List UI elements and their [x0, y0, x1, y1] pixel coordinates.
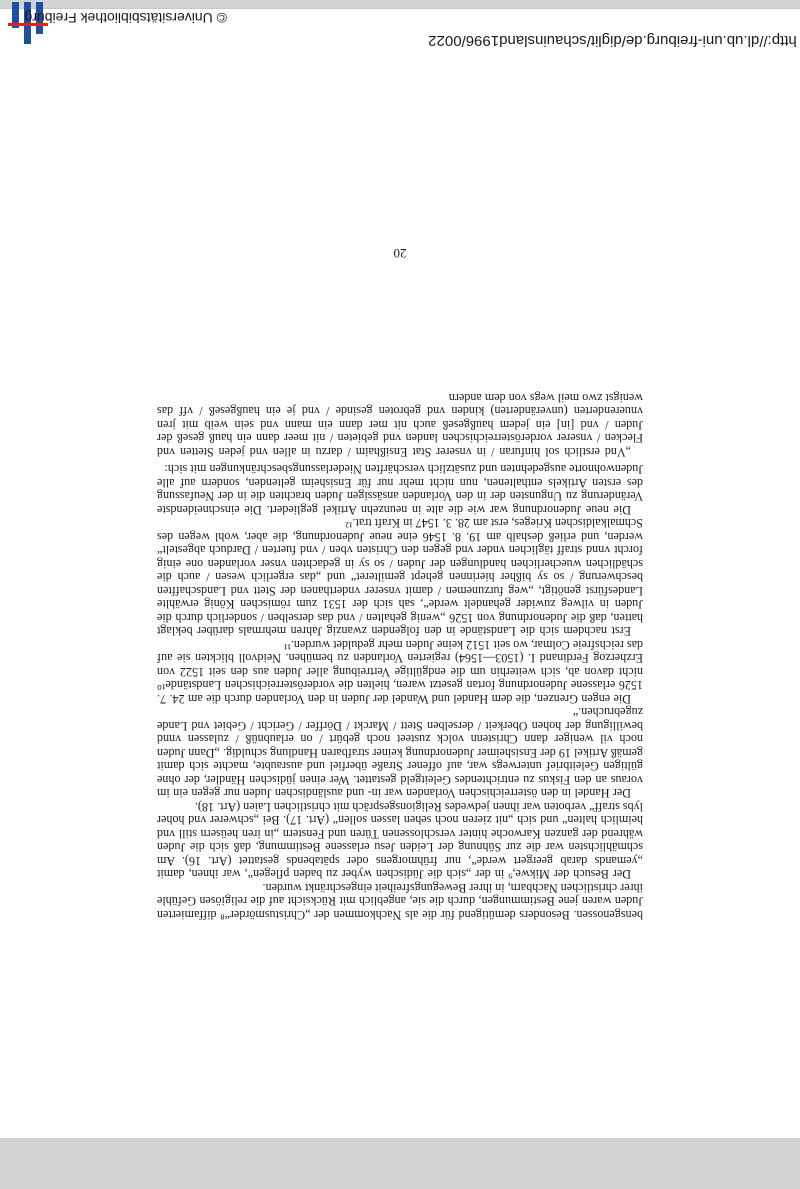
copyright-notice: © Universitätsbibliothek Freiburg — [24, 10, 227, 26]
quotation-paragraph: „Vnd erstlich sol hinfuran / in vnserer Stat Ensißhaim / darzu in allen vnd jeden Stetten vnd Flecken / vnserer vorderösterreichischen landen vnd gebieten / nit meer dann ein hauß geseß der Juden / vnd [in] ein jedem haußgeseß auch nit mer dann ein mann vnd sein weib mit jren vnuerenderten (unveränderten) kinden vnd gebroten gesinde / vnd je ein haußgeseß / vff das wenigst zwo meil wegs von dem andern — [157, 391, 643, 459]
paragraph: Der Besuch der Mikwe,⁹ in der „sich die Jüdischen wyber zu baden pflegen“, war ihnen, damit „yemands darab geergert werde“, nur frühmorgens oder spätabends gestattet (Art. 16). Am schmählichsten war die zur Sühnung der Leiden Jesu erlassene Bestimmung, daß sich die Juden während der ganzen Karwoche hinter verschlossenen Türen und Fenstern „in iren heüsern still vnd heimlich halten“ und sich „nit zieren noch sehen lassen sollen“ (Art. 17). Bei „schwerer vnd hoher lybs straff“ verboten war ihnen jedwedes Religionsgespräch mit christlichen Laien (Art. 18). — [157, 800, 643, 882]
viewer-bottom-margin — [0, 1138, 800, 1189]
paragraph: Erst nachdem sich die Landstände in den folgenden zwanzig Jahren mehrmals darüber beklagt hatten, daß die Judenordnung von 1526 „wenig gehalten / vnd das derselben / sonderlich durch die Juden in vilweg zuwider gehandelt werde“, sah sich der 1531 zum römischen König erwählte Landesfürst genötigt, „weg furzunemen / damit vnserer vnderthanen der Stett vnd Landschafften beschwerung / so sy bißher hierinnen gehept gemilteret“ und „das ergerlich wesen / auch die schädlichen wuecherlichen handlungen der Juden / so sy in gedachten vnser vorlanden one einig forcht vnnd straff täglichen vnder vnd gegen den Christen vben / vnd fuerten / Darduch abgestelt“ werden, und erließ deshalb am 19. 8. 1546 eine neue Judenordnung, die aber, wohl wegen des Schmalkaldischen Krieges, erst am 28. 3. 1547 in Kraft trat.¹² — [157, 516, 643, 639]
paragraph: bensgenossen. Besonders demütigend für die als Nachkommen der „Christusmörder“⁸ diffamierten Juden waren jene Bestimmungen, durch die sie, angeblich mit Rücksicht auf die religiösen Gefühle ihrer christlichen Nachbarn, in ihrer Bewegungsfreiheit eingeschränkt wurden. — [157, 881, 643, 922]
paragraph: Die engen Grenzen, die dem Handel und Wandel der Juden in den Vorlanden durch die am 24. 7. 1526 erlassene Judenordnung fortan gesetzt waren, hielten die vorderösterreichischen Landstände¹⁰ nicht davon ab, sich weiterhin um die endgültige Vertreibung aller Juden aus den seit 1522 von Erzherzog Ferdinand I. (1503—1564) regierten Vorlanden zu bemühen. Neidvoll blickten sie auf das reichsfreie Colmar, wo seit 1512 keine Juden mehr geduldet wurden.¹¹ — [157, 638, 643, 706]
paragraph: Der Handel in den österreichischen Vorlanden war in- und ausländischen Juden nur gegen ein im voraus an den Fiskus zu entrichtendes Geleitgeld gestattet. Wer einen jüdischen Händler, der ohne gültigen Geleitbrief unterwegs war, auf offener Straße überfiel und ausraubte, machte sich damit gemäß Artikel 19 der Ensisheimer Judenordnung keiner strafbaren Handlung schuldig. „Dann Juden noch vil weniger dann Christenn volck zusteet noch gebürt / on erlaubnüß / zulassen vnnd bewilligung der hohen Oberkeit / derselben Stett / Marckt / Dörffer / Gericht / Gebiet vnd Lande zugebruchen.“ — [157, 705, 643, 801]
paragraph: Die neue Judenordnung war wie die alte in neunzehn Artikel gegliedert. Die einschneidendste Veränderung zu Ungunsten der in den Vorlanden ansässigen Juden brachten die in der Neufassung des ersten Artikels enthaltenen, nun nicht mehr nur für Ensisheim geltenden, sondern auf alle Judenwohnorte ausgedehnten und zusätzlich verschärften Niederlassungsbeschränkungen mit sich: — [157, 462, 643, 517]
main-text-block — [157, 391, 643, 922]
viewer-footer-bar — [0, 0, 800, 9]
page-number: 20 — [393, 246, 407, 261]
source-url-link[interactable]: http://dl.ub.uni-freiburg.de/diglit/schauinsland1996/0022 — [428, 32, 797, 49]
